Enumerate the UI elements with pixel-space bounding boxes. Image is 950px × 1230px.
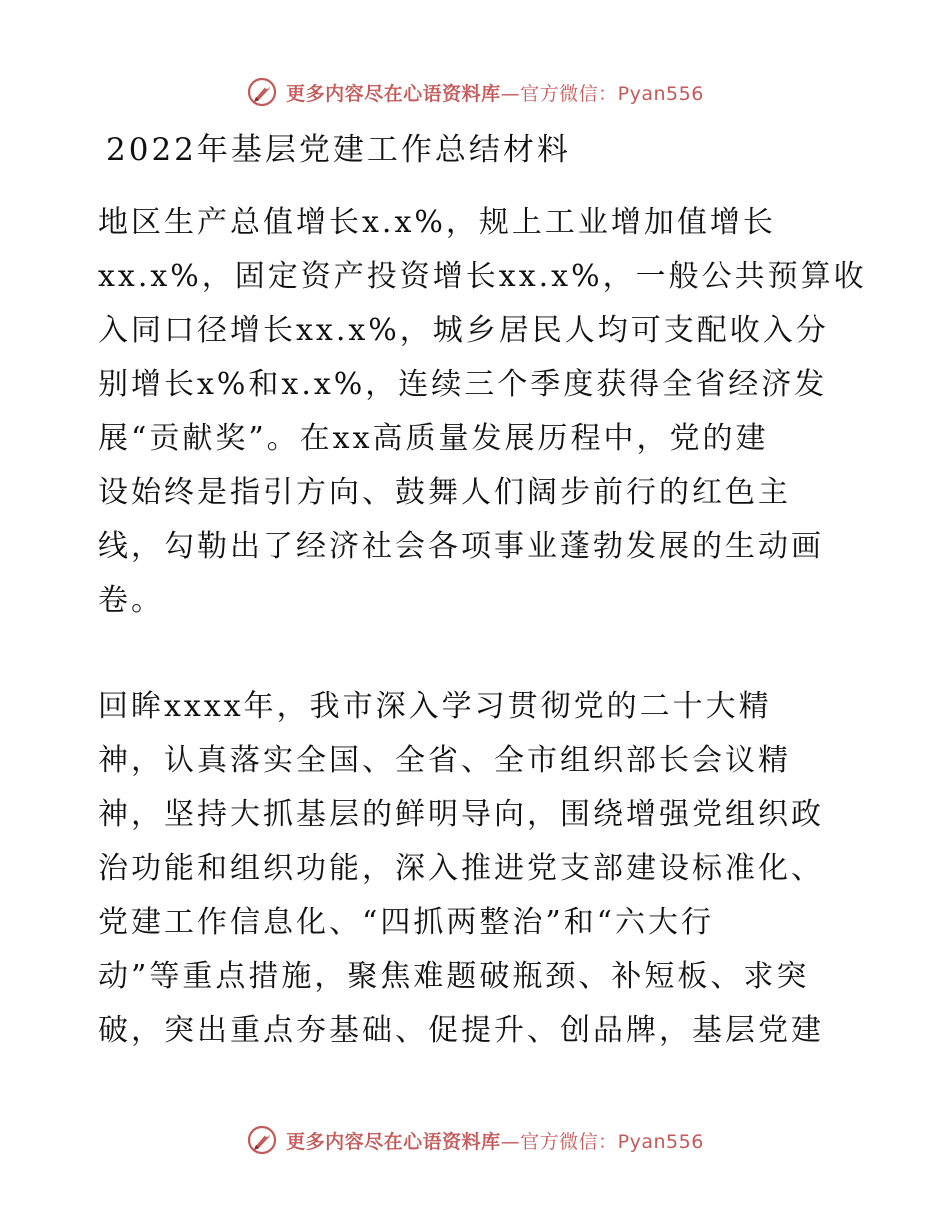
text-line: xx.x%，固定资产投资增长xx.x%，一般公共预算收 [98,259,867,294]
text-line: 治功能和组织功能，深入推进党支部建设标准化、 [98,851,824,886]
watermark-separator: — [500,82,521,105]
watermark-brand: 更多内容尽在心语资料库 [286,1130,501,1153]
watermark-footer [0,1120,950,1160]
text-line: 神，认真落实全国、全省、全市组织部长会议精 [98,743,791,778]
text-line: 展“贡献奖”。在xx高质量发展历程中，党的建 [98,421,769,456]
text-line: 神，坚持大抓基层的鲜明导向，围绕增强党组织政 [98,797,824,832]
text-line: 动”等重点措施，聚焦难题破瓶颈、补短板、求突 [98,959,810,994]
quill-pen-icon [246,1124,278,1156]
text-line: 破，突出重点夯基础、促提升、创品牌，基层党建 [98,1013,824,1048]
watermark-text [286,1127,704,1154]
paragraph-2 [98,680,868,1058]
text-line: 党建工作信息化、“四抓两整治”和“六大行 [98,905,715,940]
text-line: 设始终是指引方向、鼓舞人们阔步前行的红色主 [98,475,791,510]
document-title: 2022年基层党建工作总结材料 [106,132,571,168]
paragraph-1 [98,196,868,628]
watermark-brand: 更多内容尽在心语资料库 [286,82,501,105]
watermark-contact: 官方微信：Pyan556 [520,1130,704,1153]
text-line: 地区生产总值增长x.x%，规上工业增加值增长 [98,205,776,240]
quill-pen-icon [246,76,278,108]
text-line: 线，勾勒出了经济社会各项事业蓬勃发展的生动画 [98,529,824,564]
watermark-header [0,72,950,112]
watermark-contact: 官方微信：Pyan556 [520,82,704,105]
watermark-separator: — [500,1130,521,1153]
text-line: 卷。 [98,583,164,618]
text-line: 别增长x%和x.x%，连续三个季度获得全省经济发 [98,367,828,402]
text-line: 回眸xxxx年，我市深入学习贯彻党的二十大精 [98,689,772,724]
text-line: 入同口径增长xx.x%，城乡居民人均可支配收入分 [98,313,829,348]
watermark-text [286,79,704,106]
